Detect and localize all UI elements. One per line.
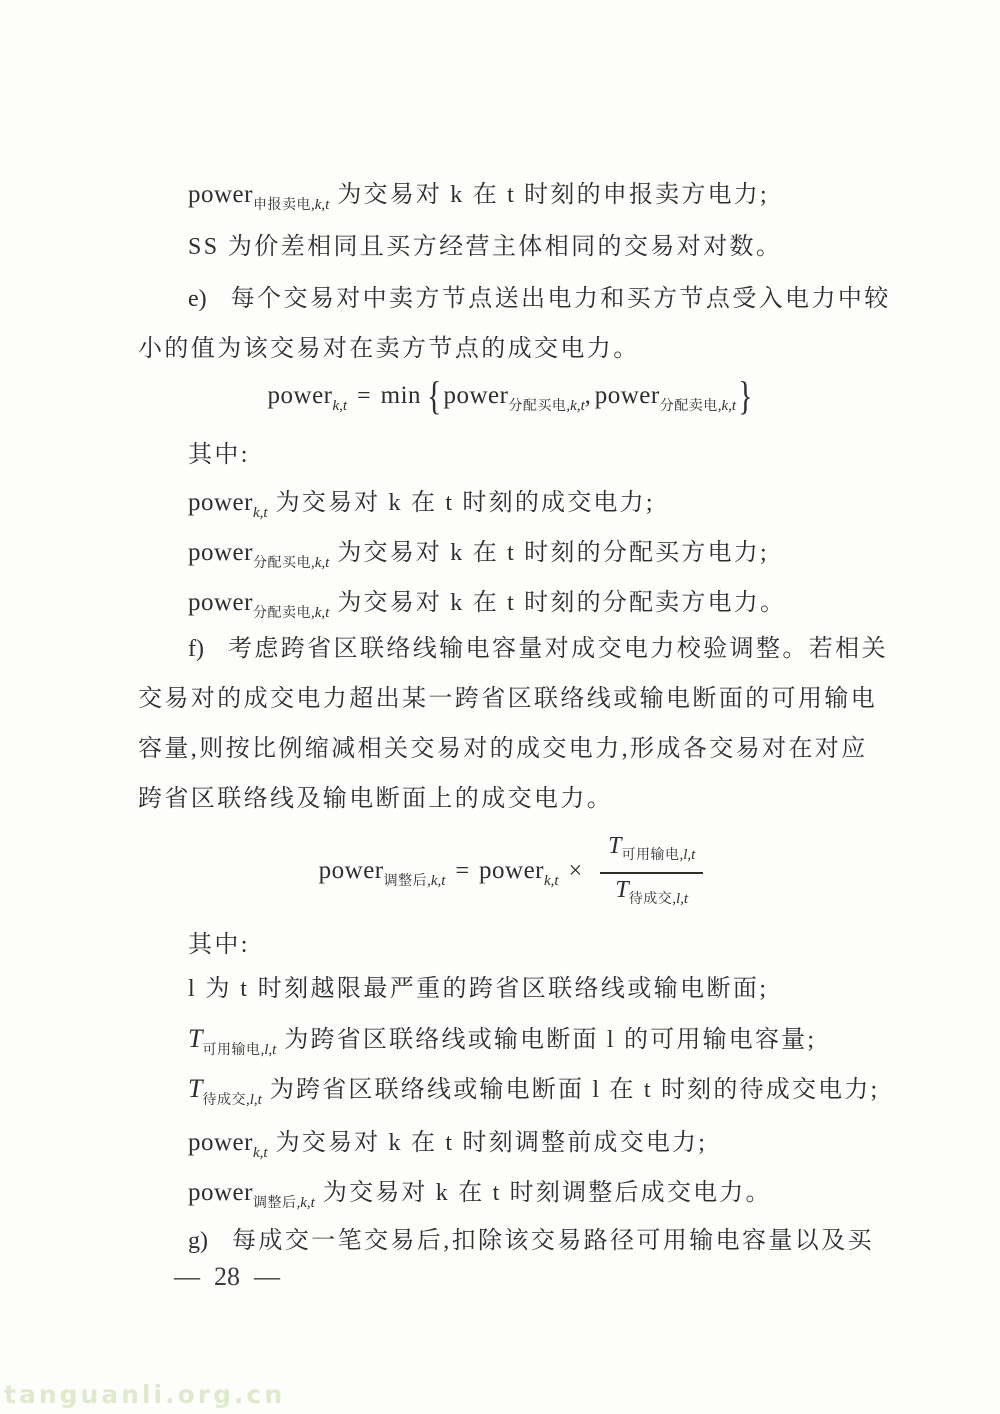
definition-text: 为交易对 k 在 t 时刻的成交电力; [275, 490, 655, 516]
term-subscript: k,t [252, 505, 268, 521]
left-brace: { [427, 374, 442, 419]
term-base: T [608, 833, 622, 859]
definition-line-power-kt [138, 486, 934, 530]
equals-sign: = [357, 383, 371, 409]
term-base: power [594, 382, 660, 409]
formula-min-power [138, 374, 884, 419]
equals-sign: = [455, 857, 470, 884]
term-base: power [479, 856, 544, 884]
term-base: power [188, 539, 253, 566]
term-base: power [188, 181, 253, 208]
among-label-1: 其中: [188, 442, 250, 468]
term-subscript: 分配买电,k,t [252, 555, 330, 571]
definition-text: 为交易对 k 在 t 时刻的申报卖方电力; [337, 182, 769, 208]
watermark: tanguanli.org.cn [4, 1380, 286, 1409]
definition-line-t-available [138, 1022, 934, 1068]
paragraph-f-line2 [138, 682, 884, 716]
paragraph-e-line1 [138, 282, 934, 316]
definition-line-l [138, 972, 934, 1006]
paragraph-f-line1 [138, 632, 934, 666]
paragraph-f-line3 [138, 732, 884, 766]
paragraph-text: 跨省区联络线及输电断面上的成交电力。 [138, 786, 614, 812]
term-subscript: 可用输电,l,t [202, 1042, 277, 1058]
definition-text: 为交易对 k 在 t 时刻的分配卖方电力。 [337, 590, 787, 616]
term-base: power [318, 856, 384, 884]
term-subscript: 分配卖电,k,t [659, 398, 737, 414]
definition-line-power-before [138, 1126, 934, 1170]
definition-text: 为交易对 k 在 t 时刻调整前成交电力; [275, 1130, 708, 1156]
term-base: power [188, 1179, 253, 1206]
paragraph-text: 小的值为该交易对在卖方节点的成交电力。 [138, 336, 640, 362]
list-marker-g: g) [188, 1228, 208, 1254]
term-subscript: k,t [544, 872, 559, 889]
definition-line-ss [138, 230, 934, 264]
fraction-numerator [600, 830, 703, 872]
term-subscript: 待成交,l,t [202, 1092, 262, 1108]
comma-separator: , [584, 383, 591, 409]
paragraph-text: 考虑跨省区联络线输电容量对成交电力校验调整。若相关 [227, 636, 888, 662]
among-label-2: 其中: [188, 932, 250, 958]
term-subscript: 调整后,k,t [252, 1195, 315, 1211]
formula-adjusted-power [138, 830, 884, 916]
page-number: 28 [214, 1262, 240, 1291]
right-brace: } [738, 374, 753, 419]
term-subscript: k,t [252, 1145, 268, 1161]
definition-line-t-pending [138, 1072, 934, 1118]
multiplication-sign: × [568, 857, 583, 884]
term-base: power [443, 382, 509, 409]
fraction-denominator [600, 872, 703, 916]
definition-text: 为跨省区联络线或输电断面 l 在 t 时刻的待成交电力; [269, 1077, 880, 1103]
definition-line-power-after [138, 1176, 934, 1221]
term-subscript: 分配卖电,k,t [252, 605, 330, 621]
definition-text: l 为 t 时刻越限最严重的跨省区联络线或输电断面; [188, 976, 769, 1002]
definition-text: 为交易对 k 在 t 时刻的分配买方电力; [337, 540, 769, 566]
term-subscript: 分配买电,k,t [508, 398, 585, 414]
definition-text: SS 为价差相同且买方经营主体相同的交易对对数。 [188, 234, 783, 260]
list-marker-e: e) [188, 286, 207, 312]
definition-line-alloc-sell [138, 586, 934, 631]
page-footer [160, 1262, 294, 1292]
term-base: T [188, 1074, 203, 1103]
term-base: power [188, 489, 253, 516]
paragraph-text: 交易对的成交电力超出某一跨省区联络线或输电断面的可用输电 [138, 686, 878, 712]
definition-line-alloc-buy [138, 536, 934, 581]
paragraph-text: 每个交易对中卖方节点送出电力和买方节点受入电力中较 [230, 286, 891, 312]
paragraph-g-line1 [138, 1224, 934, 1258]
paragraph-text: 每成交一笔交易后,扣除该交易路径可用输电容量以及买 [232, 1228, 874, 1254]
term-base: T [188, 1024, 203, 1053]
term-subscript: k,t [332, 398, 348, 414]
term-subscript: 待成交,l,t [628, 891, 689, 907]
formula-left-side [319, 857, 592, 890]
definition-text: 为交易对 k 在 t 时刻调整后成交电力。 [322, 1180, 772, 1206]
term-base: power [188, 1129, 253, 1156]
term-subscript: 调整后,k,t [383, 872, 446, 889]
definition-line-declared-sell-power [138, 178, 934, 223]
term-base: T [615, 877, 629, 903]
term-subscript: 申报卖电,k,t [252, 197, 330, 213]
footer-dash-right: — [254, 1262, 280, 1291]
term-base: power [267, 382, 333, 409]
paragraph-text: 容量,则按比例缩减相关交易对的成交电力,形成各交易对在对应 [138, 736, 868, 762]
term-base: power [188, 589, 253, 616]
list-marker-f: f) [188, 636, 204, 662]
definition-text: 为跨省区联络线或输电断面 l 的可用输电容量; [284, 1027, 817, 1053]
paragraph-f-line4 [138, 782, 884, 816]
footer-dash-left: — [174, 1262, 200, 1291]
min-function: min [380, 382, 422, 409]
fraction [600, 830, 703, 916]
term-subscript: 可用输电,l,t [621, 847, 696, 863]
paragraph-e-line2 [138, 332, 884, 366]
